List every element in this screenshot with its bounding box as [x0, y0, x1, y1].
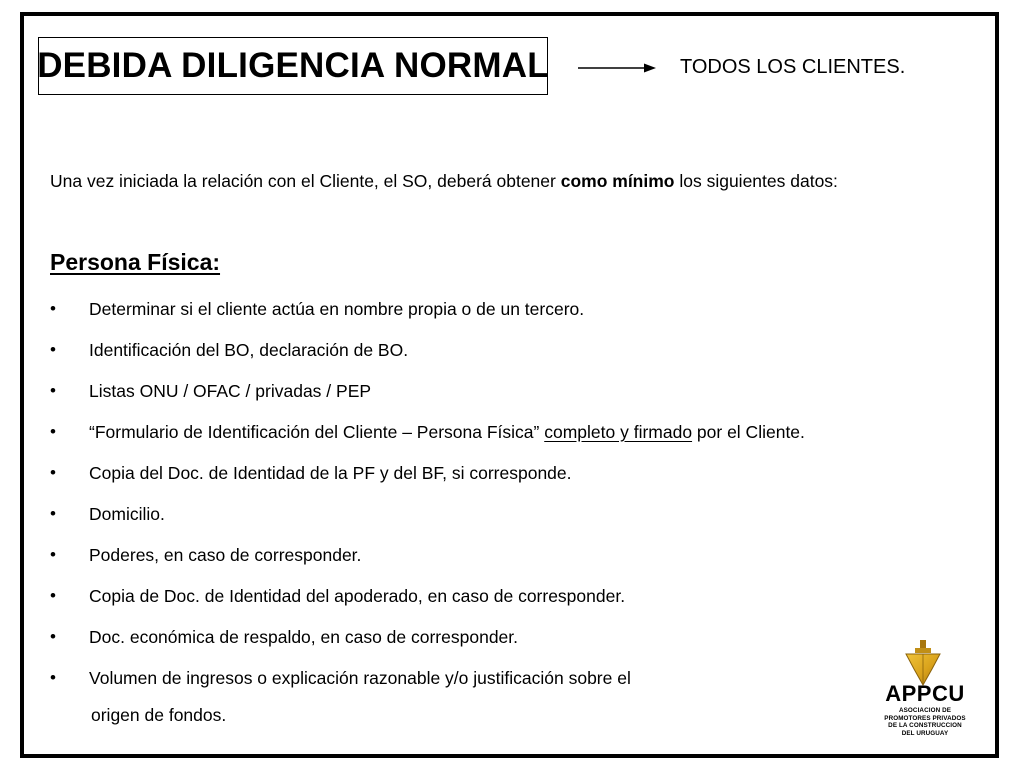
intro-paragraph: [50, 162, 966, 200]
bullet-icon: •: [50, 340, 56, 359]
logo-subtitle-line: DE LA CONSTRUCCION: [888, 722, 962, 729]
intro-text-start: Una vez iniciada la relación con el Cliente, el SO, deberá obtener: [50, 171, 561, 191]
list-item-text: Copia de Doc. de Identidad del apoderado, en caso de corresponder.: [89, 586, 626, 606]
form-name-text-end: por el Cliente.: [692, 422, 805, 442]
list-item: [50, 661, 970, 702]
bullet-icon: •: [50, 381, 56, 400]
arrow-target-label: TODOS LOS CLIENTES.: [680, 56, 906, 78]
intro-emphasis: como mínimo: [560, 171, 675, 191]
right-arrow-icon: [578, 61, 656, 75]
bullet-icon: •: [50, 586, 56, 605]
appcu-logo: [860, 640, 990, 740]
list-item: [50, 292, 970, 333]
list-item: [50, 497, 970, 538]
bullet-icon: •: [50, 504, 56, 523]
list-item-text: Poderes, en caso de corresponder.: [89, 545, 362, 565]
list-item: [50, 620, 970, 661]
bullet-icon: •: [50, 299, 56, 318]
list-item: [50, 579, 970, 620]
list-item-text: Copia del Doc. de Identidad de la PF y del BF, si corresponde.: [89, 463, 572, 483]
requirements-list: [50, 292, 970, 702]
bullet-icon: •: [50, 463, 56, 482]
title-box: [38, 37, 548, 95]
bullet-icon: •: [50, 545, 56, 564]
underlined-requirement: completo y firmado: [544, 422, 693, 442]
list-item-text: Doc. económica de respaldo, en caso de corresponder.: [89, 627, 519, 647]
list-item: [50, 538, 970, 579]
list-item: [50, 374, 970, 415]
list-item: [50, 333, 970, 374]
bullet-icon: •: [50, 422, 56, 441]
list-item-text: Determinar si el cliente actúa en nombre propia o de un tercero.: [89, 299, 585, 319]
intro-text-end: los siguientes datos:: [674, 171, 838, 191]
list-item: [50, 456, 970, 497]
logo-subtitle-line: ASOCIACION DE: [898, 707, 952, 714]
list-item-text: Domicilio.: [89, 504, 165, 524]
list-item-text: Volumen de ingresos o explicación razonable y/o justificación sobre el: [89, 668, 631, 688]
logo-subtitle: [860, 707, 990, 737]
appcu-trowel-emblem-icon: [901, 640, 945, 686]
bullet-icon: •: [50, 668, 56, 687]
logo-subtitle-line: DEL URUGUAY: [901, 729, 949, 737]
section-heading: Persona Física:: [50, 249, 221, 275]
page-title: DEBIDA DILIGENCIA NORMAL: [37, 46, 549, 85]
bullet-icon: •: [50, 627, 56, 646]
logo-name: APPCU: [885, 681, 965, 706]
list-item-continuation: origen de fondos.: [91, 705, 227, 725]
list-item: [50, 415, 970, 456]
list-item-text: [89, 415, 805, 449]
form-name-text: “Formulario de Identificación del Cliente – Persona Física”: [89, 422, 545, 442]
logo-subtitle-line: PROMOTORES PRIVADOS: [884, 714, 966, 722]
list-item-text: Identificación del BO, declaración de BO.: [89, 340, 409, 360]
list-item-text: Listas ONU / OFAC / privadas / PEP: [89, 381, 372, 401]
